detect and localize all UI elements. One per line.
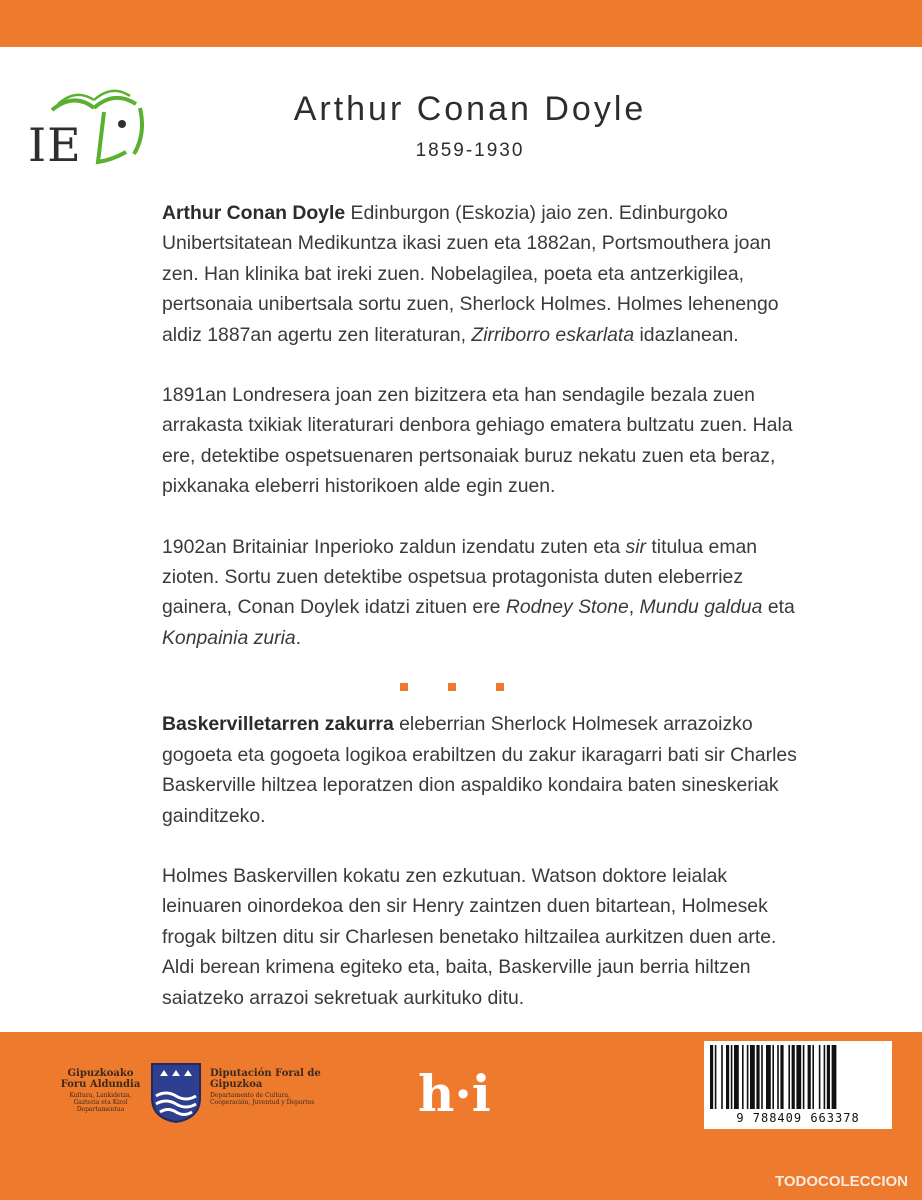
barcode-bar xyxy=(792,1045,795,1109)
paragraph-4-text: eleberrian Sherlock Holmesek arrazoizko gogoeta eta gogoeta logikoa erabiltzen du zakur ikaragarri bati sir Charles Baskerville hiltzea leporatzen dion aspaldiko kondaira baten sineskeriak gainditzeko. xyxy=(162,713,797,827)
barcode-bar xyxy=(721,1045,723,1109)
author-bold: Arthur Conan Doyle xyxy=(162,202,346,224)
barcode-bar xyxy=(756,1045,759,1109)
isbn-barcode xyxy=(704,1041,892,1129)
barcode-bar xyxy=(788,1045,790,1109)
sir-italic: sir xyxy=(625,535,647,558)
barcode-bar xyxy=(777,1045,779,1109)
paragraph-2: 1891an Londresera joan zen bizitzera eta han sendagile bezala zuen arrakasta txikiak literaturari denbora gehiago ematera bultzatu zuen. Hala ere, detektibe ospetsuenaren pertsonaiak buruz nekatu zuen eta beraz, pixkanaka eleberri historikoen alde egin zuen. xyxy=(162,384,793,498)
paragraph-1-end: idazlanean. xyxy=(634,323,739,346)
paragraph-3-and: eta xyxy=(762,596,795,619)
watermark-text: TODOCOLECCION xyxy=(774,1173,908,1190)
barcode-bar xyxy=(761,1045,763,1109)
separator-dot xyxy=(400,683,408,691)
barcode-bar xyxy=(726,1045,729,1109)
book-title-bold: Baskervilletarren zakurra xyxy=(162,713,394,736)
barcode-bar xyxy=(819,1045,821,1109)
gipuzkoa-spanish-subtitle: Departamento de Cultura, Cooperación, Juventud y Deportes xyxy=(210,1092,315,1106)
gipuzkoa-basque-title: Gipuzkoako Foru Aldundia xyxy=(60,1068,141,1090)
separator-dot xyxy=(496,683,504,691)
paragraph-4 xyxy=(162,709,802,831)
paragraph-3-text: 1902an Britainiar Inperioko zaldun izendatu zuten eta xyxy=(162,535,626,558)
paragraph-3-text-2: titulua eman zioten. Sortu zuen detektibe ospetsua protagonista duten eleberriez gainera, Conan Doylek idatzi zituen ere xyxy=(162,535,758,619)
isbn-number: 9 788409 663378 xyxy=(736,1111,860,1125)
barcode-bar xyxy=(710,1045,713,1109)
barcode-bar xyxy=(812,1045,814,1109)
barcode-bar xyxy=(827,1045,830,1109)
paragraph-5: Holmes Baskervillen kokatu zen ezkutuan. Watson doktore leialak leinuaren oinordekoa den sir Henry zaintzen duen bitartean, Holmesek frogak biltzen ditu sir Charlesen benetako hiltzailea aurkitzen duen arte. Aldi berean krimena egiteko eta, baita, Baskerville jaun berria hiltzen saiatzeko arrazoi sekretuak aurkituko ditu. xyxy=(162,864,777,1009)
gipuzkoa-spanish-title: Diputación Foral de Gipuzkoa xyxy=(210,1068,321,1090)
gipuzkoa-spanish-label xyxy=(210,1068,330,1106)
publisher-logo-text: IE xyxy=(28,118,82,172)
barcode-bar xyxy=(780,1045,783,1109)
barcode-bar xyxy=(772,1045,774,1109)
gipuzkoa-basque-subtitle: Kultura, Lankidetza, Gazteria eta Kirol Departamentua xyxy=(69,1092,132,1113)
section-separator xyxy=(162,683,802,691)
barcode-bar xyxy=(832,1045,837,1109)
paragraph-1 xyxy=(162,198,802,350)
biography-text xyxy=(162,198,802,1043)
barcode-bar xyxy=(766,1045,771,1109)
coat-of-arms-icon xyxy=(150,1062,202,1124)
paragraph-3-comma: , xyxy=(628,596,640,619)
barcode-bar xyxy=(808,1045,811,1109)
top-orange-band xyxy=(0,0,922,47)
barcode-bar xyxy=(750,1045,755,1109)
author-name: Arthur Conan Doyle xyxy=(293,90,647,128)
barcode-bar xyxy=(734,1045,739,1109)
barcode-bar xyxy=(796,1045,801,1109)
gipuzkoa-logo xyxy=(58,1062,328,1122)
barcode-bar xyxy=(747,1045,749,1109)
barcode-bar xyxy=(715,1045,717,1109)
paragraph-1-text: Edinburgon (Eskozia) jaio zen. Edinburgoko Unibertsitatean Medikuntza ikasi zuen eta 1882an, Portsmouthera joan zen. Han klinika bat ireki zuen. Nobelagilea, poeta eta antzerkigilea, pertsonaia unibertsala sortu zuen, Sherlock Holmes. Holmes lehenengo aldiz 1887an agertu zen literaturan, xyxy=(162,202,779,346)
barcode-bar xyxy=(803,1045,805,1109)
separator-dot xyxy=(448,683,456,691)
barcode-bars xyxy=(710,1045,886,1109)
book-title-zirriborro: Zirriborro eskarlata xyxy=(471,323,635,346)
book-title-konpainia-zuria: Konpainia zuria xyxy=(162,626,296,649)
hi-publisher-logo: h·i xyxy=(418,1064,491,1123)
gipuzkoa-basque-label xyxy=(58,1068,143,1113)
author-dates: 1859-1930 xyxy=(415,140,525,161)
barcode-bar xyxy=(824,1045,826,1109)
paragraph-3-period: . xyxy=(295,626,302,649)
book-title-rodney-stone: Rodney Stone xyxy=(505,596,629,619)
paragraph-3 xyxy=(162,532,802,654)
barcode-bar xyxy=(731,1045,733,1109)
book-title-mundu-galdua: Mundu galdua xyxy=(639,596,763,619)
barcode-bar xyxy=(742,1045,744,1109)
